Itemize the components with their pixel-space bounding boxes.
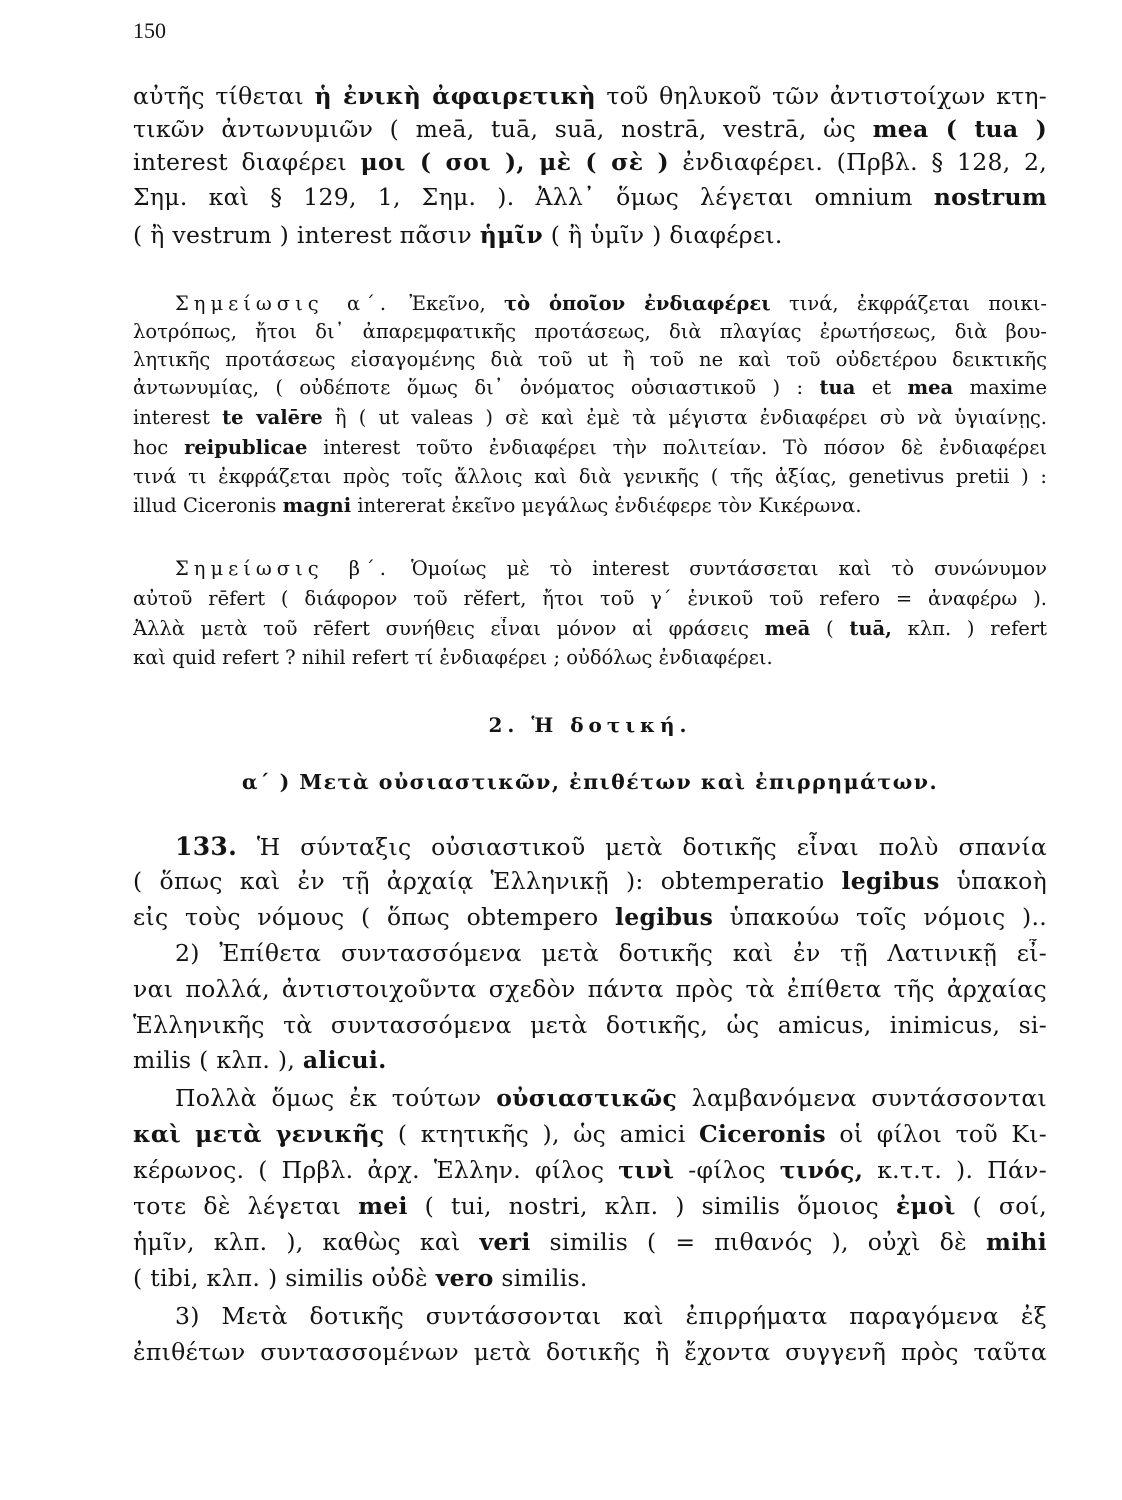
text-line: 2) Ἐπίθετα συντασσόμενα μετὰ δοτικῆς καὶ ἐν τῇ Λατινικῇ εἶ- [175, 939, 1047, 967]
text-line: καὶ quid refert ? nihil refert τί ἐνδιαφέρει ; οὐδόλως ἐνδιαφέρει. [133, 646, 773, 669]
text-line: Σημ. καὶ § 129, 1, Σημ. ). Ἀλλ᾽ ὅμως λέγεται omnium nostrum [133, 183, 1047, 211]
text-line: ( ὅπως καὶ ἐν τῇ ἀρχαίᾳ Ἑλληνικῇ ): obtemperatio legibus ὑπακοὴ [133, 867, 1047, 895]
text-line: τινά τι ἐκφράζεται πρὸς τοῖς ἄλλοις καὶ διὰ γενικῆς ( τῆς ἀξίας, genetivus pretii ) : [133, 465, 1047, 488]
text-line: ( ἢ vestrum ) interest πᾶσιν ἡμῖν ( ἢ ὑμῖν ) διαφέρει. [133, 221, 783, 249]
text-line: illud Ciceronis magni intererat ἐκεῖνο μεγάλως ἐνδιέφερε τὸν Κικέρωνα. [133, 494, 862, 517]
section-number: 133. [175, 832, 238, 861]
text-line: interest te valēre ἢ ( ut valeas ) σὲ καὶ ἐμὲ τὰ μέγιστα ἐνδιαφέρει σὺ νὰ ὑγιαίνῃς. [133, 406, 1047, 429]
text-line: 3) Μετὰ δοτικῆς συντάσσονται καὶ ἐπιρρήματα παραγόμενα ἐξ [175, 1302, 1047, 1330]
text-line: ἐπιθέτων συντασσομένων μετὰ δοτικῆς ἢ ἔχοντα συγγενῆ πρὸς ταῦτα [133, 1338, 1047, 1366]
text-line: milis ( κλπ. ), alicui. [133, 1046, 387, 1074]
text-line: τοτε δὲ λέγεται mei ( tui, nostri, κλπ. ) similis ὅμοιος ἐμοὶ ( σοί, [133, 1192, 1047, 1220]
text-line: Πολλὰ ὅμως ἐκ τούτων οὐσιαστικῶς λαμβανόμενα συντάσσονται [175, 1084, 1047, 1112]
text-line: λοτρόπως, ἤτοι δι᾽ ἀπαρεμφατικῆς προτάσεως, διὰ πλαγίας ἐρωτήσεως, διὰ βου- [133, 320, 1047, 343]
text-line: ἀντωνυμίας, ( οὐδέποτε ὅμως δι᾽ ὀνόματος οὐσιαστικοῦ ) : tua et mea maxime [133, 376, 1047, 399]
text-line: Σημείωσις β΄. Ὁμοίως μὲ τὸ interest συντάσσεται καὶ τὸ συνώνυμον [175, 557, 1047, 580]
text-line: εἰς τοὺς νόμους ( ὅπως obtempero legibus ὑπακούω τοῖς νόμοις ).. [133, 903, 1047, 931]
text-line: λητικῆς προτάσεως εἰσαγομένης διὰ τοῦ ut ἢ τοῦ ne καὶ τοῦ οὐδετέρου δεικτικῆς [133, 348, 1047, 371]
text-line: ( tibi, κλπ. ) similis οὐδὲ vero similis. [133, 1264, 588, 1292]
text-line: 133. Ἡ σύνταξις οὐσιαστικοῦ μετὰ δοτικῆς εἶναι πολὺ σπανία [175, 832, 1047, 861]
text-line: Σημείωσις α΄. Ἐκεῖνο, τὸ ὁποῖον ἐνδιαφέρει τινά, ἐκφράζεται ποικι- [175, 292, 1047, 315]
text-line: hoc reipublicae interest τοῦτο ἐνδιαφέρει τὴν πολιτείαν. Τὸ πόσον δὲ ἐνδιαφέρει [133, 436, 1047, 459]
subheading: α΄ ) Μετὰ οὐσιαστικῶν, ἐπιθέτων καὶ ἐπιρρημάτων. [241, 770, 939, 794]
text-line: Ἑλληνικῆς τὰ συντασσόμενα μετὰ δοτικῆς, ὡς amicus, inimicus, si- [133, 1011, 1047, 1039]
text-line: interest διαφέρει μοι ( σοι ), μὲ ( σὲ ) ἐνδιαφέρει. (Πρβλ. § 128, 2, [133, 148, 1047, 176]
text-line: Ἀλλὰ μετὰ τοῦ rēfert συνήθεις εἶναι μόνον αἱ φράσεις meā ( tuā, κλπ. ) refert [133, 617, 1047, 640]
text-line: ἡμῖν, κλπ. ), καθὼς καὶ veri similis ( = πιθανός ), οὐχὶ δὲ mihi [133, 1228, 1047, 1256]
text-line: κέρωνος. ( Πρβλ. ἀρχ. Ἑλλην. φίλος τινὶ -φίλος τινός, κ.τ.τ. ). Πάν- [133, 1156, 1047, 1184]
page-number: 150 [133, 18, 166, 43]
text-line: καὶ μετὰ γενικῆς ( κτητικῆς ), ὡς amici Ciceronis οἱ φίλοι τοῦ Κι- [133, 1120, 1047, 1148]
section-heading: 2. Ἡ δοτική. [488, 713, 692, 737]
text-line: αὐτῆς τίθεται ἡ ἐνικὴ ἀφαιρετικὴ τοῦ θηλυκοῦ τῶν ἀντιστοίχων κτη- [133, 82, 1047, 110]
text-line: ναι πολλά, ἀντιστοιχοῦντα σχεδὸν πάντα πρὸς τὰ ἐπίθετα τῆς ἀρχαίας [133, 975, 1047, 1003]
text-line: τικῶν ἀντωνυμιῶν ( meā, tuā, suā, nostrā, vestrā, ὡς mea ( tua ) [133, 115, 1047, 143]
text-line: αὐτοῦ rēfert ( διάφορον τοῦ rĕfert, ἤτοι τοῦ γ΄ ἑνικοῦ τοῦ refero = ἀναφέρω ). [133, 587, 1047, 610]
